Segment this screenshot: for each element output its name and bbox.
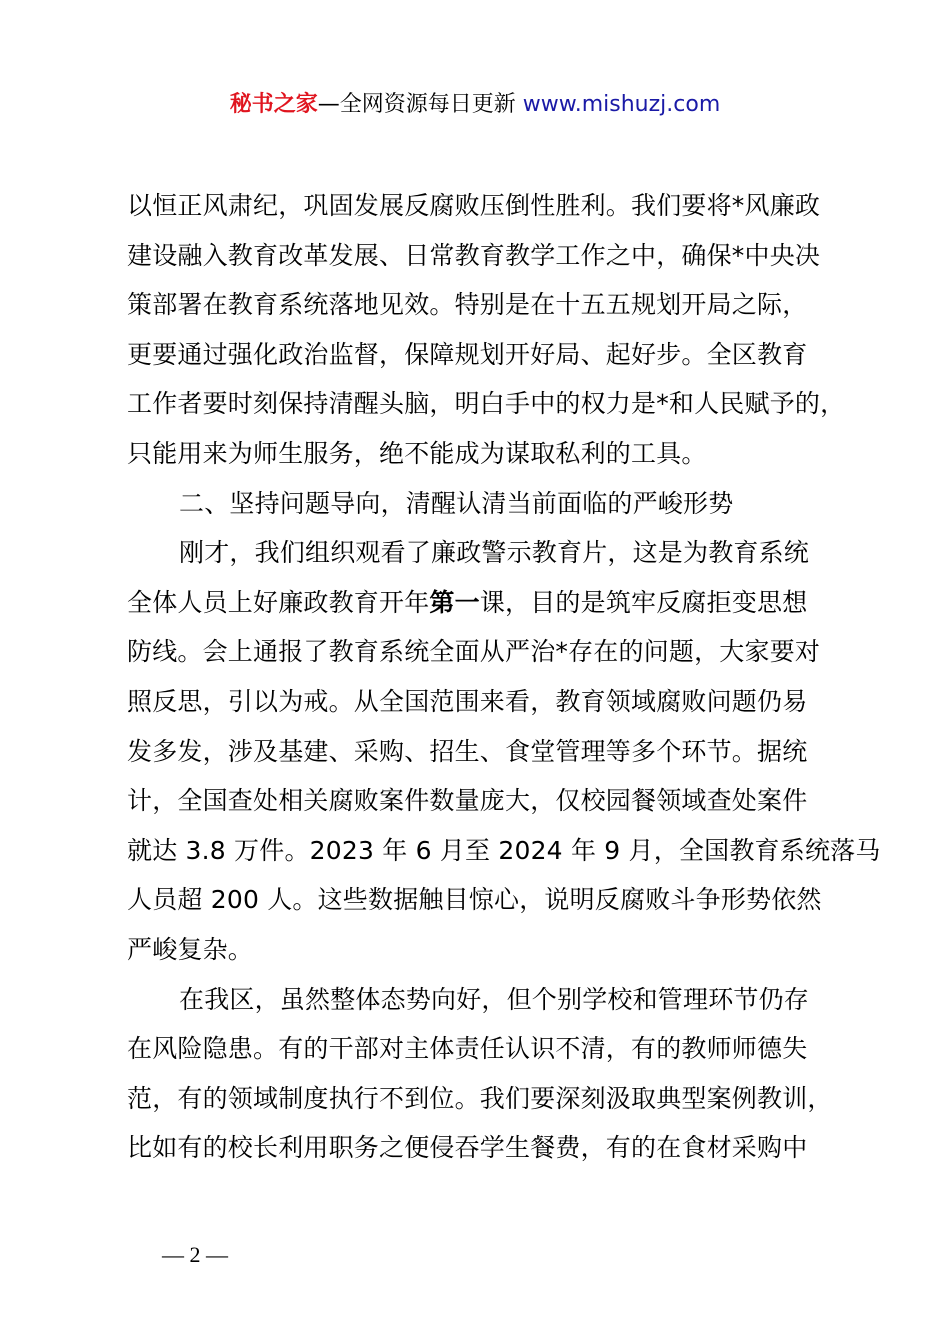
body-line: 比如有的校长利用职务之便侵吞学生餐费，有的在食材采购中	[127, 1133, 808, 1163]
document-body	[127, 181, 881, 1173]
body-line: 发多发，涉及基建、采购、招生、食堂管理等多个环节。据统	[127, 736, 808, 766]
body-line: 在风险隐患。有的干部对主体责任认识不清，有的教师师德失	[127, 1034, 808, 1064]
bold-text-run: 第一	[429, 587, 480, 617]
section-heading: 二、坚持问题导向，清醒认清当前面临的严峻形势	[179, 488, 734, 518]
body-line: 范，有的领域制度执行不到位。我们要深刻汲取典型案例教训，	[127, 1083, 833, 1113]
body-line: 人员超 200 人。这些数据触目惊心，说明反腐败斗争形势依然	[127, 885, 822, 915]
body-line: 工作者要时刻保持清醒头脑，明白手中的权力是*和人民赋予的，	[127, 389, 846, 419]
body-line: 计，全国查处相关腐败案件数量庞大，仅校园餐领域查处案件	[127, 786, 808, 816]
body-line: 更要通过强化政治监督，保障规划开好局、起好步。全区教育	[127, 339, 808, 369]
body-line: 建设融入教育改革发展、日常教育教学工作之中，确保*中央决	[127, 240, 821, 270]
header-separator: —	[317, 92, 340, 117]
header-slogan: 全网资源每日更新	[339, 92, 516, 117]
brand-name: 秘书之家	[229, 92, 318, 117]
body-line: 就达 3.8 万件。2023 年 6 月至 2024 年 9 月，全国教育系统落马	[127, 835, 881, 865]
body-line: 只能用来为师生服务，绝不能成为谋取私利的工具。	[127, 438, 707, 468]
site-url[interactable]: www.mishuzj.com	[522, 92, 721, 117]
text-run: 课，目的是筑牢反腐拒变思想	[479, 587, 808, 617]
body-line	[127, 578, 833, 628]
body-line: 刚才，我们组织观看了廉政警示教育片，这是为教育系统	[179, 538, 810, 568]
body-line: 在我区，虽然整体态势向好，但个别学校和管理环节仍存	[179, 984, 810, 1014]
body-line: 以恒正风肃纪，巩固发展反腐败压倒性胜利。我们要将*风廉政	[127, 191, 821, 220]
site-header	[0, 88, 950, 122]
body-line: 照反思，引以为戒。从全国范围来看，教育领域腐败问题仍易	[127, 686, 808, 716]
text-run: 全体人员上好廉政教育开年	[127, 587, 430, 617]
page-number: — 2 —	[162, 1242, 228, 1267]
body-line: 防线。会上通报了教育系统全面从严治*存在的问题，大家要对	[127, 637, 821, 667]
body-line: 严峻复杂。	[127, 934, 254, 964]
body-line: 策部署在教育系统落地见效。特别是在十五五规划开局之际，	[127, 290, 808, 320]
